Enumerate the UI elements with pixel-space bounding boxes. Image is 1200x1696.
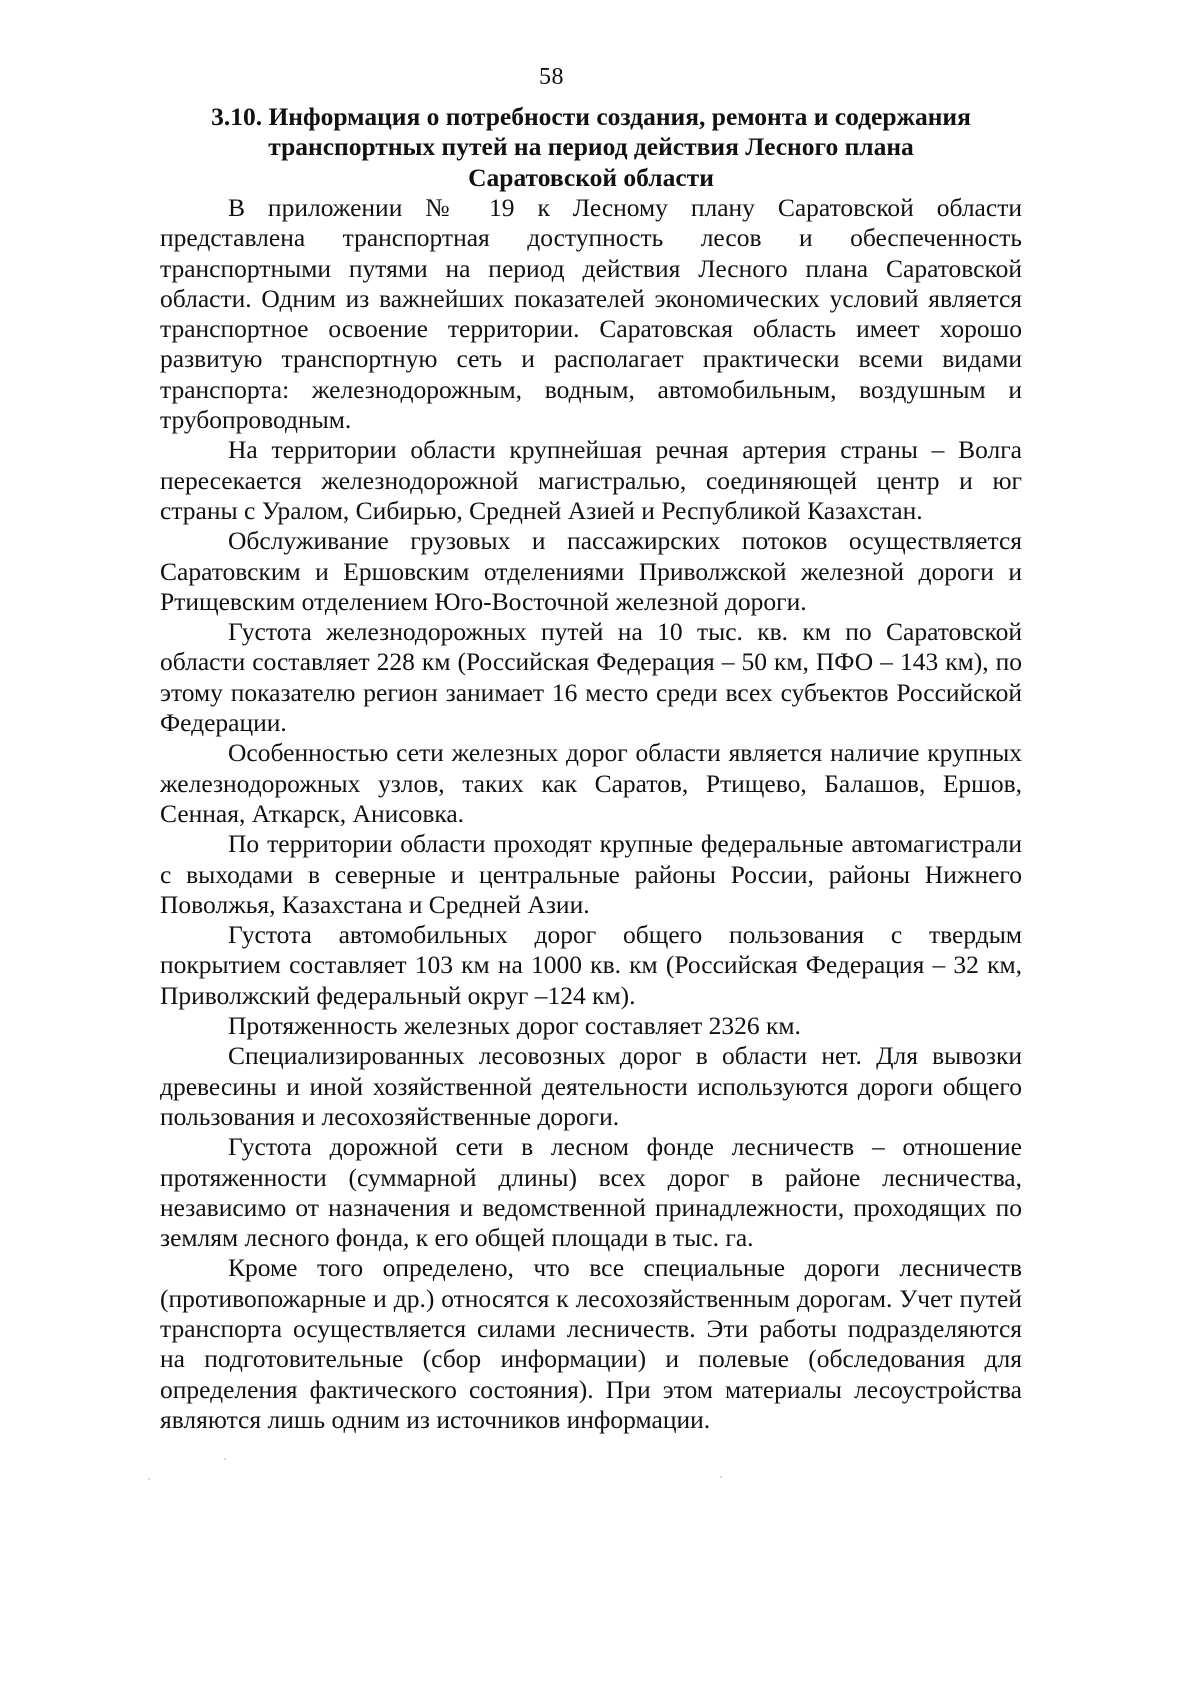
section-heading-line: транспортных путей на период действия Лесного плана	[268, 132, 914, 162]
paragraph: Специализированных лесовозных дорог в области нет. Для вывозки древесины и иной хозяйственной деятельности используются дороги общего пользования и лесохозяйственные дороги.	[160, 1041, 1022, 1131]
scan-speck	[148, 1478, 150, 1480]
section-heading-line: Саратовской области	[468, 162, 714, 192]
paragraph: Густота дорожной сети в лесном фонде лесничеств – отношение протяженности (суммарной длины) всех дорог в районе лесничества, независимо от назначения и ведомственной принадлежности, проходящих по землям лесного фонда, к его общей площади в тыс. га.	[160, 1132, 1022, 1253]
paragraph: Обслуживание грузовых и пассажирских потоков осуществляется Саратовским и Ершовским отделениями Приволжской железной дороги и Ртищевским отделением Юго-Восточной железной дороги.	[160, 526, 1022, 616]
paragraph: В приложении № 19 к Лесному плану Саратовской области представлена транспортная доступность лесов и обеспеченность транспортными путями на период действия Лесного плана Саратовской области. Одним из важнейших показателей экономических условий является транспортное освоение территории. Саратовская область имеет хорошо развитую транспортную сеть и располагает практически всеми видами транспорта: железнодорожным, водным, автомобильным, воздушным и трубопроводным.	[160, 193, 1022, 435]
paragraph: Густота железнодорожных путей на 10 тыс. кв. км по Саратовской области составляет 228 км (Российская Федерация – 50 км, ПФО – 143 км), по этому показателю регион занимает 16 место среди всех субъектов Российской Федерации.	[160, 617, 1022, 738]
paragraph: Густота автомобильных дорог общего пользования с твердым покрытием составляет 103 км на 1000 кв. км (Российская Федерация – 32 км, Приволжский федеральный округ –124 км).	[160, 920, 1022, 1010]
section-heading-line: 3.10. Информация о потребности создания, ремонта и содержания	[211, 102, 971, 131]
paragraph: Протяженность железных дорог составляет 2326 км.	[228, 1011, 801, 1041]
scan-speck	[720, 1476, 722, 1478]
paragraph: По территории области проходят крупные федеральные автомагистрали с выходами в северные и центральные районы России, районы Нижнего Поволжья, Казахстана и Средней Азии.	[160, 829, 1022, 919]
paragraph: На территории области крупнейшая речная артерия страны – Волга пересекается железнодорожной магистралью, соединяющей центр и юг страны с Уралом, Сибирью, Средней Азией и Республикой Казахстан.	[160, 435, 1022, 525]
paragraph: Кроме того определено, что все специальные дороги лесничеств (противопожарные и др.) относятся к лесохозяйственным дорогам. Учет путей транспорта осуществляется силами лесничеств. Эти работы подразделяются на подготовительные (сбор информации) и полевые (обследования для определения фактического состояния). При этом материалы лесоустройства являются лишь одним из источников информации.	[160, 1253, 1022, 1434]
body-text	[160, 193, 1022, 1435]
scan-speck	[224, 1458, 226, 1460]
page-number: 58	[539, 64, 564, 90]
paragraph: Особенностью сети железных дорог области является наличие крупных железнодорожных узлов, таких как Саратов, Ртищево, Балашов, Ершов, Сенная, Аткарск, Анисовка.	[160, 738, 1022, 828]
section-heading	[160, 102, 1022, 193]
